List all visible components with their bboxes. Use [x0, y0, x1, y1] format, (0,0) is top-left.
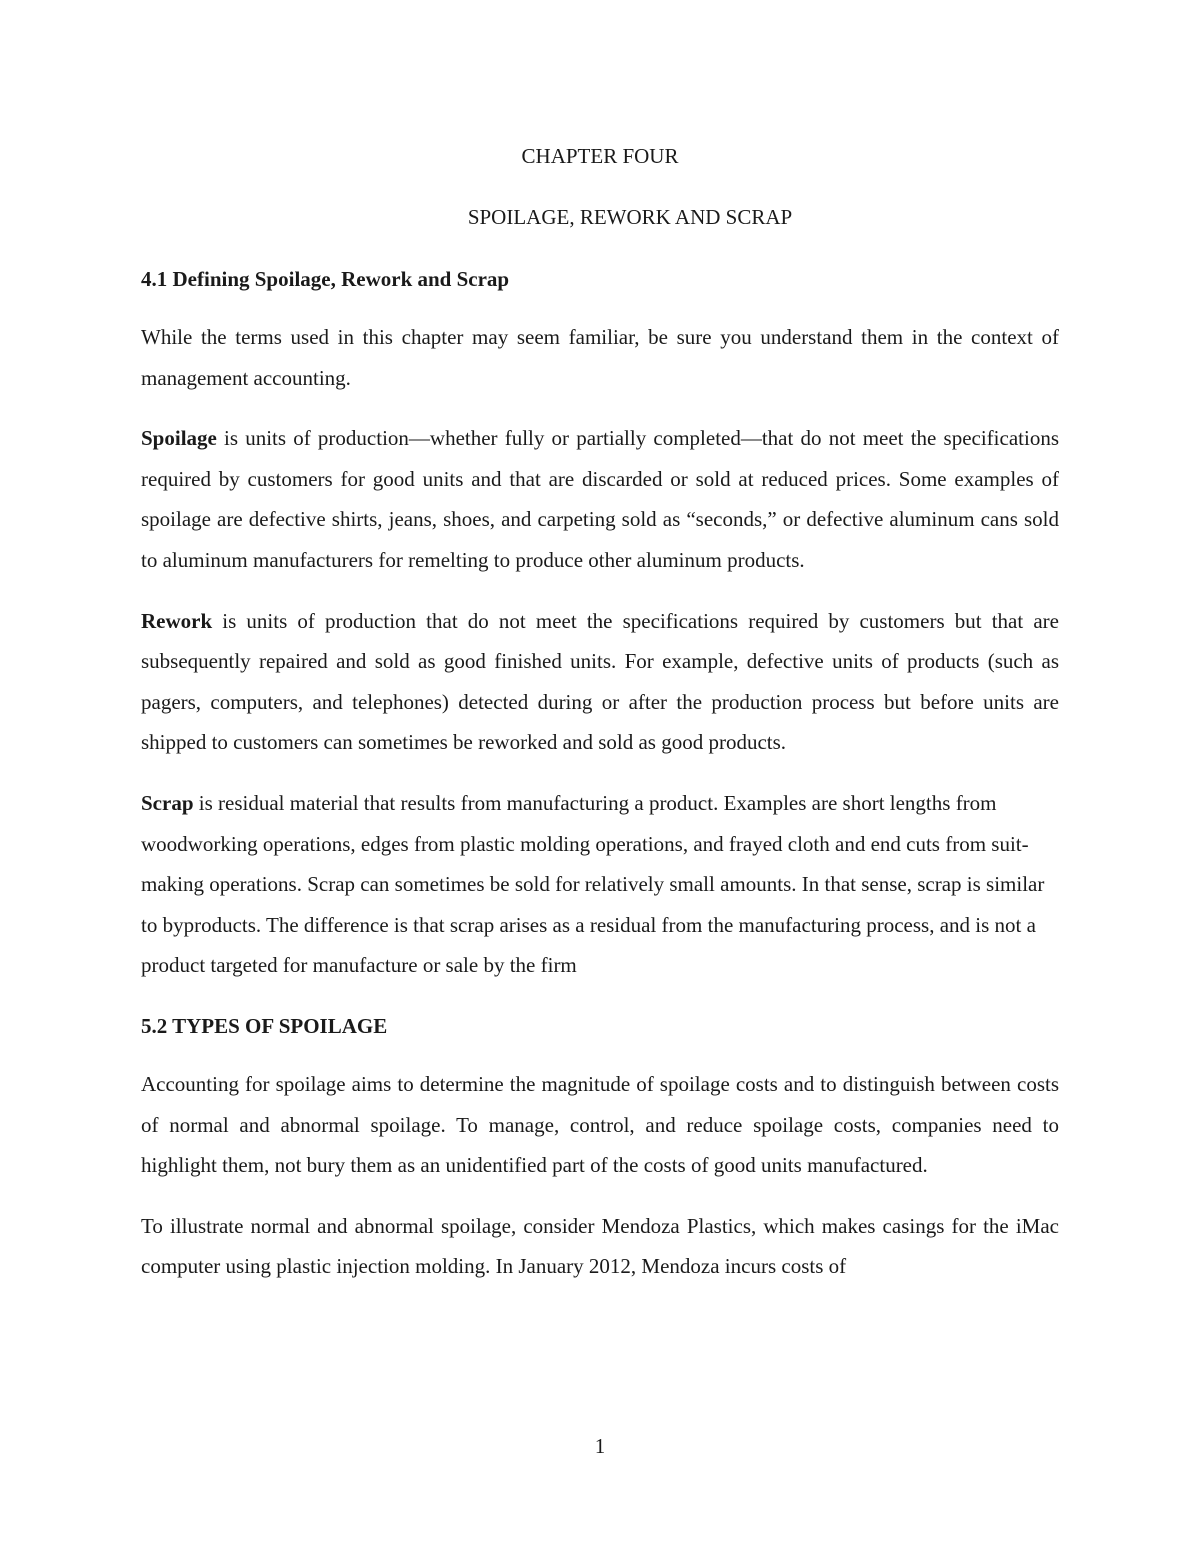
page-number: 1	[594, 1434, 606, 1458]
rework-definition: is units of production that do not meet the specifications required by customers but that are subsequently repaired and sold as good finished units. For example, defective units of products (such as pagers, computers, and telephones) detected during or after the production process but before units are shipped to customers can sometimes be reworked and sold as good products.	[141, 608, 1059, 755]
section-heading-5-2: 5.2 TYPES OF SPOILAGE	[141, 1013, 388, 1038]
rework-term: Rework	[141, 608, 213, 633]
chapter-title: CHAPTER FOUR	[521, 144, 679, 168]
rework-paragraph	[141, 601, 1059, 763]
spoilage-accounting-paragraph: Accounting for spoilage aims to determine the magnitude of spoilage costs and to distinguish between costs of normal and abnormal spoilage. To manage, control, and reduce spoilage costs, companies need to highlight them, not bury them as an unidentified part of the costs of good units manufactured.	[141, 1071, 1059, 1178]
document-body	[141, 259, 1059, 1287]
mendoza-paragraph: To illustrate normal and abnormal spoilage, consider Mendoza Plastics, which makes casings for the iMac computer using plastic injection molding. In January 2012, Mendoza incurs costs of	[141, 1213, 1059, 1279]
section-heading-4-1: 4.1 Defining Spoilage, Rework and Scrap	[141, 267, 510, 291]
scrap-term: Scrap	[141, 790, 194, 815]
spoilage-definition: is units of production—whether fully or partially completed—that do not meet the specifications required by customers for good units and that are discarded or sold at reduced prices. Some examples of spoilage are defective shirts, jeans, shoes, and carpeting sold as “seconds,” or defective aluminum cans sold to aluminum manufacturers for remelting to produce other aluminum products.	[141, 426, 1059, 572]
scrap-definition: is residual material that results from manufacturing a product. Examples are short lengths from woodworking operations, edges from plastic molding operations, and frayed cloth and end cuts from suit-making operations. Scrap can sometimes be sold for relatively small amounts. In that sense, scrap is similar to byproducts. The difference is that scrap arises as a residual from the manufacturing process, and is not a product targeted for manufacture or sale by the firm	[141, 790, 1045, 978]
scrap-paragraph	[141, 783, 1059, 986]
spoilage-term: Spoilage	[141, 426, 217, 451]
intro-paragraph: While the terms used in this chapter may seem familiar, be sure you understand them in the context of management accounting.	[141, 325, 1059, 390]
chapter-subtitle: SPOILAGE, REWORK AND SCRAP	[467, 205, 793, 229]
spoilage-paragraph	[141, 418, 1059, 580]
